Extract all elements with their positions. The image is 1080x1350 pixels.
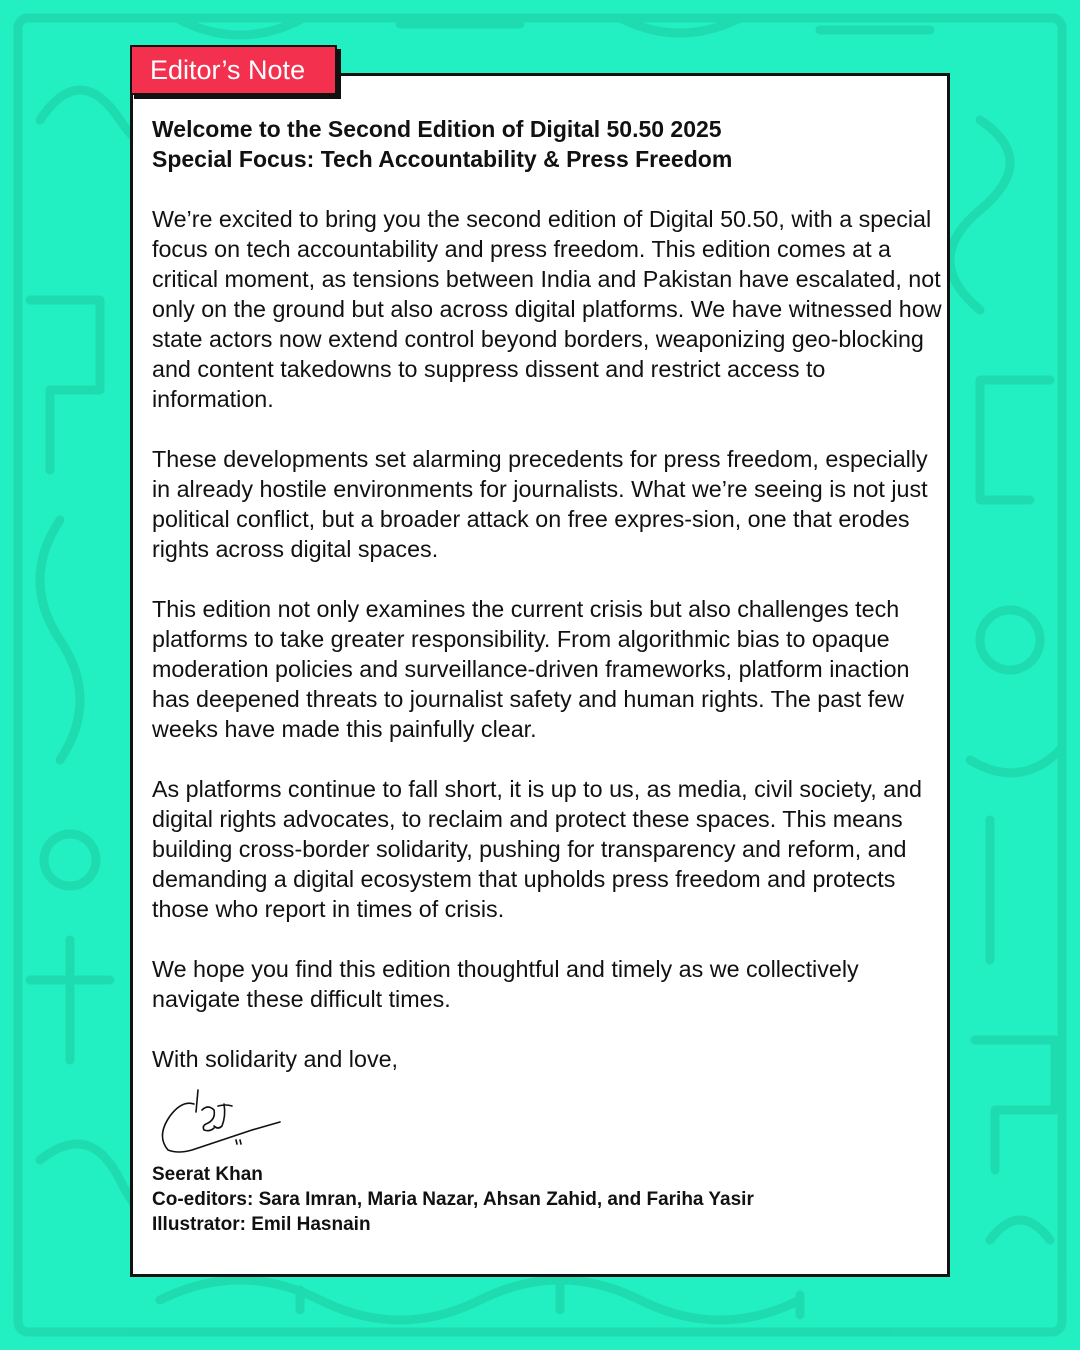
note-content — [152, 114, 942, 1237]
paragraph-5: We hope you find this edition thoughtful and timely as we collectively navigate these difficult times. — [152, 956, 859, 1012]
note-heading — [152, 114, 942, 174]
credits-block — [152, 1162, 942, 1237]
editors-note-card — [130, 73, 950, 1277]
paragraph-4: As platforms continue to fall short, it is up to us, as media, civil society, and digital rights advocates, to reclaim and protect these spaces. This means building cross-border solidarity, pushing for transparency and reform, and demanding a digital ecosystem that upholds press freedom and protects those who report in times of crisis. — [152, 776, 923, 922]
author-name: Seerat Khan — [152, 1164, 263, 1185]
illustrator: Illustrator: Emil Hasnain — [152, 1214, 371, 1235]
editors-note-tag: Editor’s Note — [130, 45, 337, 95]
paragraph-3: This edition not only examines the current crisis but also challenges tech platforms to take greater responsibility. From algorithmic bias to opaque moderation policies and surveillance-driven frameworks, platform inaction has deepened threats to journalist safety and human rights. The past few weeks have made this painfully clear. — [152, 596, 910, 742]
co-editors: Co-editors: Sara Imran, Maria Nazar, Ahsan Zahid, and Fariha Yasir — [152, 1189, 754, 1210]
paragraph-2: These developments set alarming precedents for press freedom, especially in already hostile environments for journalists. What we’re seeing is not just political conflict, but a broader attack on free expres-sion, one that erodes rights across digital spaces. — [152, 446, 928, 562]
signature-image — [158, 1082, 298, 1160]
paragraph-1: We’re excited to bring you the second edition of Digital 50.50, with a special focus on tech accountability and press freedom. This edition comes at a critical moment, as tensions between India and Pakistan have escalated, not only on the ground but also across digital platforms. We have witnessed how state actors now extend control beyond borders, weaponizing geo-blocking and content takedowns to suppress dissent and restrict access to information. — [152, 206, 942, 412]
closing-line: With solidarity and love, — [152, 1046, 399, 1072]
heading-line-1: Welcome to the Second Edition of Digital 50.50 2025 — [152, 116, 722, 142]
heading-line-2: Special Focus: Tech Accountability & Press Freedom — [152, 146, 733, 172]
